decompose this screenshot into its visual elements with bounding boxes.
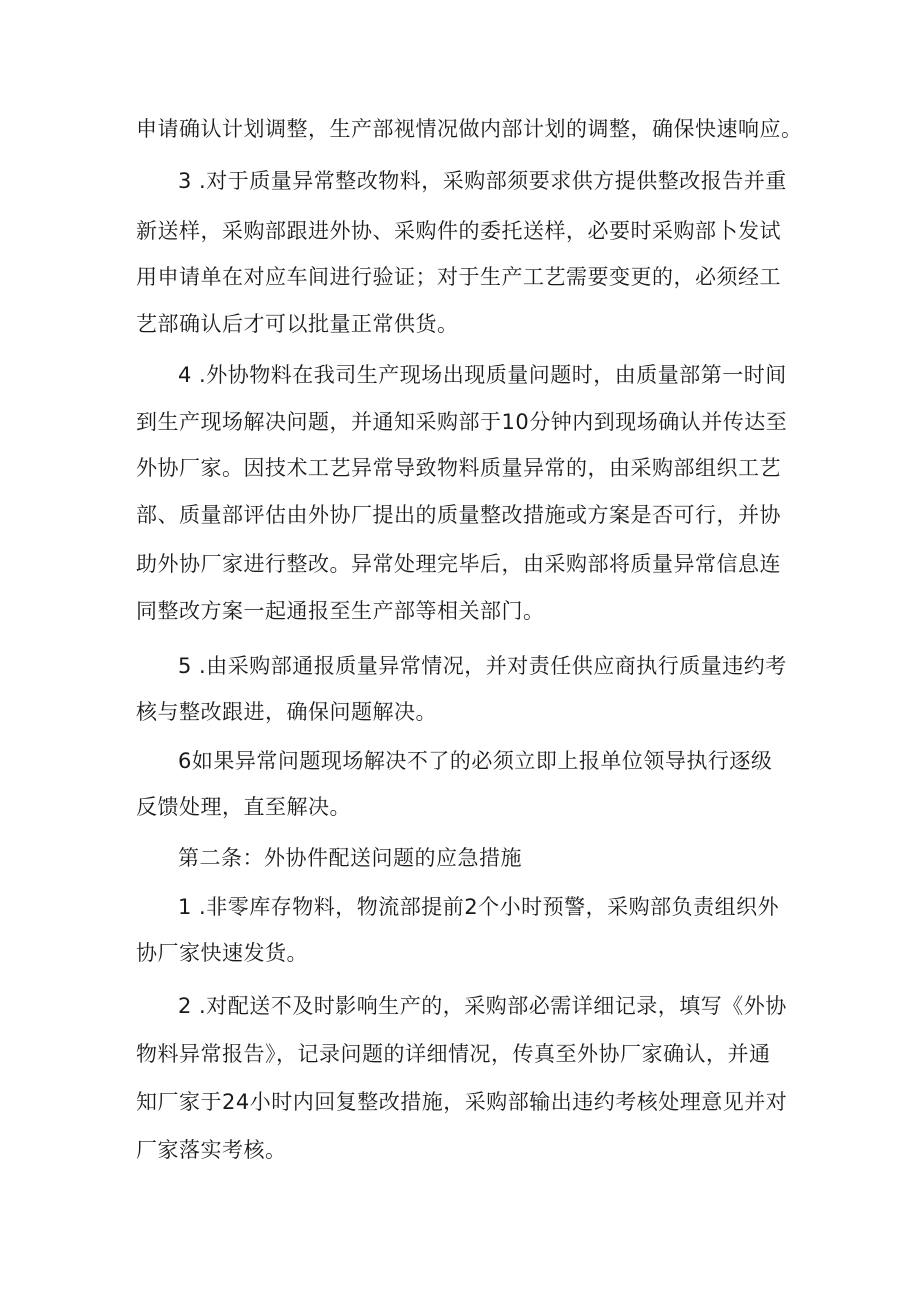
text-line: 核与整改跟进，确保问题解决。 (136, 700, 437, 724)
text-line: 1 .非零库存物料，物流部提前2个小时预警，采购部负责组织外 (178, 895, 780, 919)
text-line: 用申请单在对应车间进行验证；对于生产工艺需要变更的，必须经工 (136, 265, 781, 289)
text-line: 3 .对于质量异常整改物料，采购部须要求供方提供整改报告并重 (178, 169, 787, 193)
section-heading: 第二条：外协件配送问题的应急措施 (178, 846, 522, 870)
text-line: 协厂家快速发货。 (136, 941, 308, 965)
text-line: 知厂家于24小时内回复整改措施，采购部输出违约考核处理意见并对 (136, 1090, 788, 1114)
text-line: 艺部确认后才可以批量正常供货。 (136, 312, 459, 336)
text-line: 5 .由采购部通报质量异常情况，并对责任供应商执行质量违约考 (178, 654, 787, 678)
text-line: 厂家落实考核。 (136, 1138, 287, 1162)
text-line: 4 .外协物料在我司生产现场出现质量问题时，由质量部第一时间 (178, 363, 787, 387)
text-line: 同整改方案一起通报至生产部等相关部门。 (136, 599, 545, 623)
text-line: 申请确认计划调整，生产部视情况做内部计划的调整，确保快速响应。 (136, 117, 803, 141)
text-line: 物料异常报告》，记录问题的详细情况，传真至外协厂家确认，并通 (136, 1042, 771, 1066)
text-line: 部、质量部评估由外协厂提出的质量整改措施或方案是否可行，并协 (136, 503, 781, 527)
text-line: 外协厂家。因技术工艺异常导致物料质量异常的，由采购部组织工艺 (136, 456, 781, 480)
text-line: 到生产现场解决问题，并通知采购部于10分钟内到现场确认并传达至 (136, 410, 788, 434)
text-line: 助外协厂家进行整改。异常处理完毕后，由采购部将质量异常信息连 (136, 552, 781, 576)
text-line: 2 .对配送不及时影响生产的，采购部必需详细记录，填写《外协 (178, 994, 787, 1018)
text-line: 6如果异常问题现场解决不了的必须立即上报单位领导执行逐级 (178, 749, 773, 773)
text-line: 新送样，采购部跟进外协、采购件的委托送样，必要时采购部卜发试 (136, 219, 781, 243)
text-line: 反馈处理，直至解决。 (136, 795, 351, 819)
